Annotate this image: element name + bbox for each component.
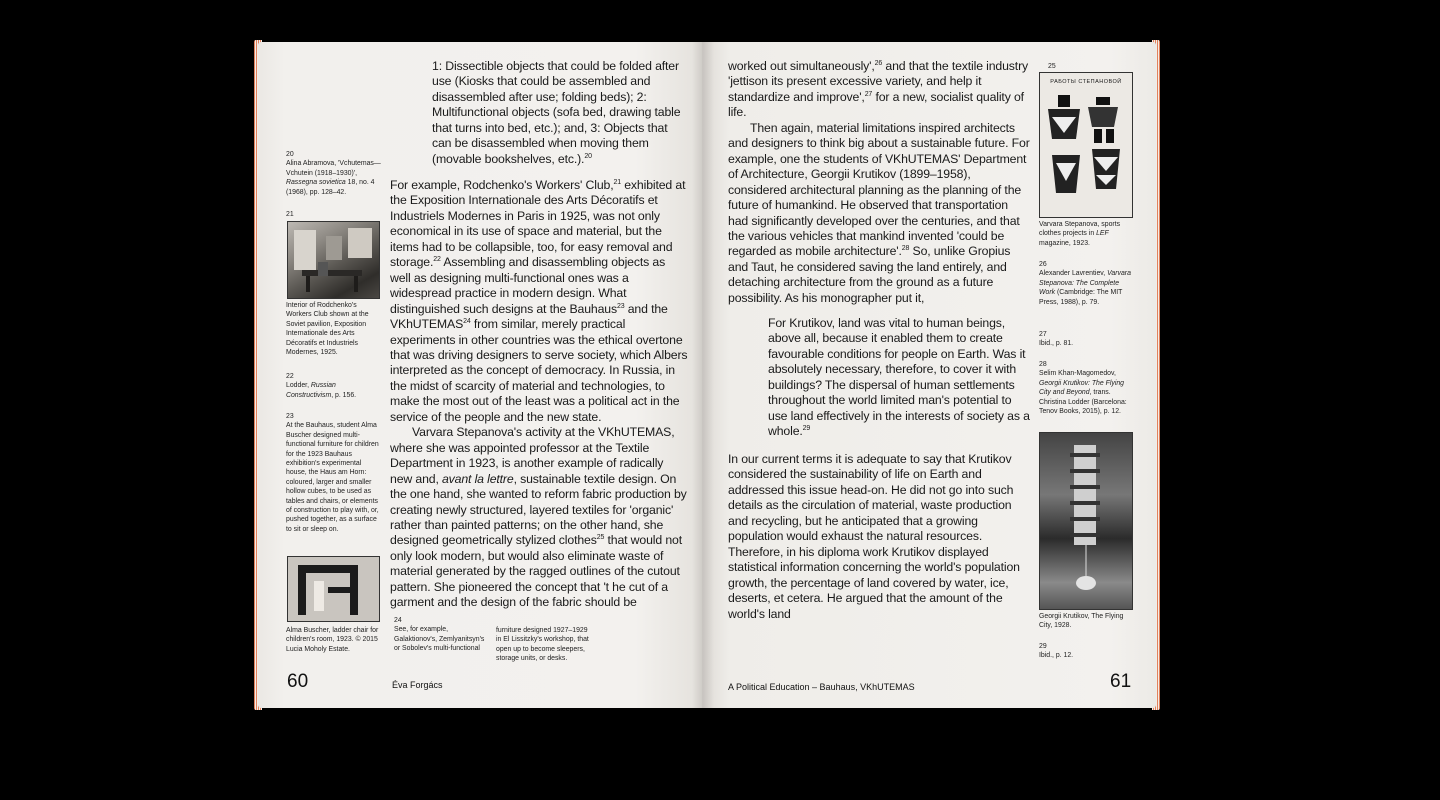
text-segment: So, unlike Gropius and Taut, he considered saving the land entirely, and detaching architecture from the ground as a future possibility. As his monographer put it, — [728, 244, 1011, 305]
running-author: Éva Forgács — [392, 680, 443, 690]
right-main-text — [728, 59, 1030, 306]
footnote-ref: 28 — [901, 245, 910, 253]
text-segment: and the VKhUTEMAS — [390, 301, 668, 332]
footnote-ref: 27 — [864, 90, 873, 98]
footnote-ref: 22 — [433, 256, 441, 264]
page-number-left: 60 — [287, 671, 309, 692]
caption-buscher: Alma Buscher, ladder chair for children's room, 1923. © 2015 Lucia Moholy Estate. — [286, 627, 379, 653]
footnote-27: 27 Ibid., p. 81. — [1039, 331, 1074, 348]
footnote-ref: 24 — [463, 318, 471, 326]
text-segment: from similar, merely practical experiments in other countries was the ethical overtone that was driving designers to serve society, which Albers interpreted as the concept of democracy. In Russia, in the midst of scarcity of material and technologies, to make the most out of the least was a political act in the service of the people and the new state. — [390, 317, 688, 424]
stepanova-sports-clothes-figure — [1039, 72, 1133, 218]
footnote-ref: 21 — [613, 179, 621, 186]
footnote-29: 29 Ibid., p. 12. — [1039, 643, 1074, 660]
text-segment: for a new, socialist quality of life. — [728, 89, 1024, 120]
sports-clothes-illustration — [1040, 85, 1132, 213]
footnote-24-continued: furniture designed 1927–1929 in El Lissitzky's workshop, that open up to become sleepers, storage units, or desks. — [496, 627, 589, 663]
footnote-26: 26 Alexander Lavrentiev, Varvara Stepanova: The Complete Work (Cambridge: The MIT Press, 1988), p. 79. — [1039, 261, 1131, 306]
block-quote: For Krutikov, land was vital to human beings, above all, because it enabled them to create favourable conditions for people on Earth. Was it absolutely necessary, therefore, to cover it with buildings? The dispersal of human settlements throughout the world limited man's potential to use land effectively in the interests of society as a whole.$^{29}$ — [768, 316, 1030, 439]
rodchenko-workers-club-photo — [287, 221, 380, 299]
ladder-chair-illustration — [288, 557, 379, 621]
caption-21: Interior of Rodchenko's Workers Club shown at the Soviet pavilion, Exposition Internationale des Arts Décoratifs et Industriels Modernes, 1925. — [286, 302, 369, 357]
right-paragraph-3: In our current terms it is adequate to say that Krutikov considered the sustainability of life on Earth and addressed this issue head-on. He did not go into such details as the circulation of material, waste production and recycling, but he anticipated that a growing population would exhaust the natural resources. Therefore, in his diploma work Krutikov displayed statistical information concerning the world's population growth, the percentage of land covered by water, ice, deserts, et cetera. He argued that the amount of the world's land — [728, 452, 1020, 621]
workers-club-illustration — [288, 222, 379, 298]
running-head: A Political Education – Bauhaus, VKhUTEMAS — [728, 682, 915, 692]
left-page — [258, 42, 702, 708]
book-gutter — [692, 42, 714, 708]
left-paragraph-1 — [390, 178, 688, 425]
footnote-22: 22 Lodder, Russian Constructivism, p. 156. — [286, 373, 357, 399]
left-paragraph-2: Varvara Stepanova's activity at the VKhUTEMAS, where she was appointed professor at the Textile Department in 1923, is another example of radically new and, avant la lettre, sustainable textile design. On the one hand, she wanted to reform fabric production by creating newly structured, layered textiles for 'organic' rather than painted patterns; on the other hand, she designed geometrically stylized clothes$^{25}$ that would not only look modern, but would also eliminate waste of material generated by the ragged outlines of the cutout pattern. She pioneered the concept that 't he cut of a garment and the design of the fabric should be — [390, 425, 687, 610]
text-segment: For example, Rodchenko's Workers' Club, — [390, 178, 614, 192]
right-paragraph-2 — [728, 121, 1030, 306]
flying-city-illustration — [1040, 433, 1132, 609]
footnote-21: 21 — [286, 211, 294, 218]
left-main-text — [390, 178, 688, 611]
text-segment: exhibited at the Exposition Internationale des Arts Décoratifs et Industriels Modernes in Paris in 1925, was not only economical in its use of space and material, but the items had to be collapsible, too, for easy removal and storage. — [390, 178, 686, 270]
enumerated-list: 1: Dissectible objects that could be folded after use (Kiosks that could be assembled and disassembled after use; folding beds); 2: Multifunctional objects (sofa bed, drawing table that turns into bed, etc.); and, 3: Objects that can be disassembled when moving them (movable bookshelves, etc.).$^{20}$ — [432, 59, 681, 166]
footnote-ref: 26 — [874, 60, 883, 67]
footnote-24: 24 See, for example, Galaktionov's, Zemlyanitsyn's or Sobolev's multi-functional — [394, 617, 485, 653]
footnote-25: 25 — [1048, 63, 1056, 70]
right-paragraph-1 — [728, 59, 1030, 121]
text-segment: worked out simultaneously', — [728, 59, 875, 73]
text-segment: and that the textile industry 'jettison its present excessive variety, and help it standardize and improve', — [728, 59, 1029, 104]
text-segment: Then again, material limitations inspired architects and designers to think big about a sustainable future. For example, one the students of VKhUTEMAS' Department of Architecture, Georgii Krutikov (1899–1958), considered architectural planning as the planning of the future of humankind. He observed that transportation had significantly developed over the centuries, and that the various vehicles that mankind invented 'could be regarded as mobile architecture'. — [728, 120, 1030, 259]
footnote-20: 20 Alina Abramova, 'Vchutemas—Vchutein (1918–1930)', Rassegna sovietica 18, no. 4 (1968), pp. 128–42. — [286, 151, 381, 196]
page-number-right: 61 — [1110, 671, 1132, 692]
right-page — [702, 42, 1156, 708]
caption-25: Varvara Stepanova, sports clothes projects in LEF magazine, 1923. — [1039, 221, 1121, 247]
footnote-28: 28 Selim Khan-Magomedov, Georgii Krutikov: The Flying City and Beyond, trans. Christina Lodder (Barcelona: Tenov Books, 2015), p. 12. — [1039, 361, 1127, 416]
text-segment: Assembling and disassembling objects as well as designing multi-functional ones was a widespread practice in modern design. What distinguished such designs at the Bauhaus — [390, 255, 666, 316]
footnote-23: 23 At the Bauhaus, student Alma Buscher designed multi-functional furniture for children for the 1923 Bauhaus exhibition's experimental house, the Haus am Horn: coloured, larger and smaller hollow cubes, to be used as tables and chairs, or elements of construction to play with, or, pushed together, as a surface to sit or sleep on. — [286, 413, 379, 533]
krutikov-flying-city-photo — [1039, 432, 1133, 610]
buscher-ladder-chair-photo — [287, 556, 380, 622]
figure-heading: РАБОТЫ СТЕПАНОВОЙ — [1050, 79, 1122, 85]
caption-city: Georgii Krutikov, The Flying City, 1928. — [1039, 613, 1124, 630]
footnote-ref: 23 — [616, 302, 625, 310]
